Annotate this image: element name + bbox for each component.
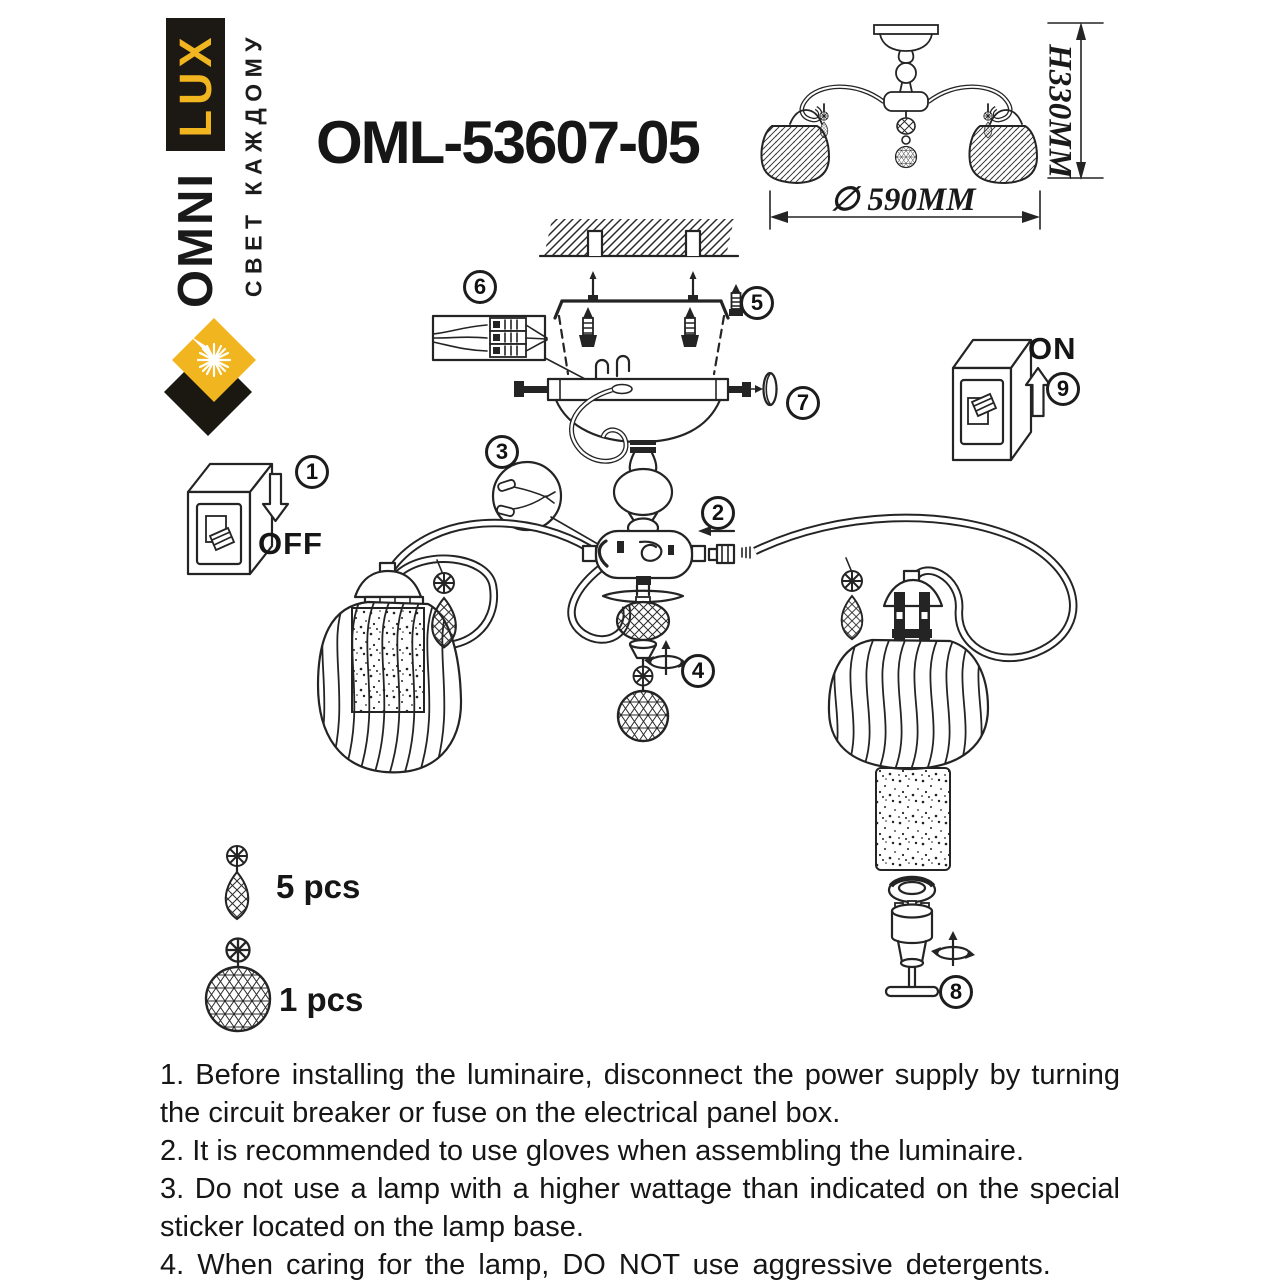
switch-off-label: OFF	[258, 526, 323, 561]
crystal-drop-icon	[432, 560, 456, 647]
lamp-socket	[886, 901, 938, 996]
logo-lux-text: LUX	[169, 32, 221, 137]
step-marker-6: 6	[463, 270, 497, 304]
model-number: OML-53607-05	[316, 109, 699, 176]
step-marker-4: 4	[681, 654, 715, 688]
cap-nut-icon	[751, 373, 777, 405]
step-marker-9: 9	[1046, 372, 1080, 406]
ball-count-label: 1 pcs	[279, 981, 364, 1018]
canopy	[556, 356, 720, 461]
mounting-bracket	[555, 271, 743, 374]
logo-omni-text: OMNI	[169, 172, 223, 308]
logo-tagline: СВЕТ КАЖДОМУ	[240, 30, 267, 298]
instruction-item: 4. When caring for the lamp, DO NOT use aggressive detergents.	[160, 1249, 1051, 1280]
bracket-screw-icon	[579, 307, 699, 347]
instruction-item: 2. It is recommended to use gloves when assembling the luminaire.	[160, 1135, 1024, 1167]
step-marker-5: 5	[740, 286, 774, 320]
step-marker-3: 3	[485, 435, 519, 469]
switch-on-label: ON	[1028, 331, 1077, 366]
step-marker-7: 7	[786, 386, 820, 420]
height-dimension-label: H330MM	[1041, 44, 1078, 178]
left-shade	[314, 560, 461, 775]
central-hub	[583, 526, 734, 585]
center-crystal-chain	[603, 585, 688, 741]
rotate-arrow-icon	[931, 931, 975, 966]
crystal-drop-icon	[842, 558, 863, 639]
parts-count-icons	[206, 846, 270, 1031]
drop-count-label: 5 pcs	[276, 868, 361, 905]
ceiling-pin-icon	[588, 271, 698, 300]
instruction-item: 3. Do not use a lamp with a higher wattage than indicated on the special sticker located on the lamp base.	[160, 1173, 1120, 1243]
shade-ring	[889, 878, 935, 902]
step-marker-2: 2	[701, 496, 735, 530]
stem-column	[614, 453, 672, 538]
step-marker-1: 1	[295, 455, 329, 489]
crystal-drop-icon	[226, 846, 249, 919]
diffuser-sleeve	[876, 768, 950, 870]
logo-lux-box	[166, 18, 225, 151]
instruction-item: 1. Before installing the luminaire, disconnect the power supply by turning the circuit breaker or fuse on the electrical panel box.	[160, 1059, 1120, 1129]
mounting-plate	[514, 373, 777, 405]
ceiling-hatch	[540, 219, 738, 256]
crystal-ball-icon	[206, 939, 270, 1032]
instructions	[160, 1056, 1120, 1280]
logo-diamond-icon	[164, 318, 256, 436]
step-marker-8: 8	[939, 975, 973, 1009]
diameter-dimension-label: ∅ 590MM	[830, 182, 976, 218]
